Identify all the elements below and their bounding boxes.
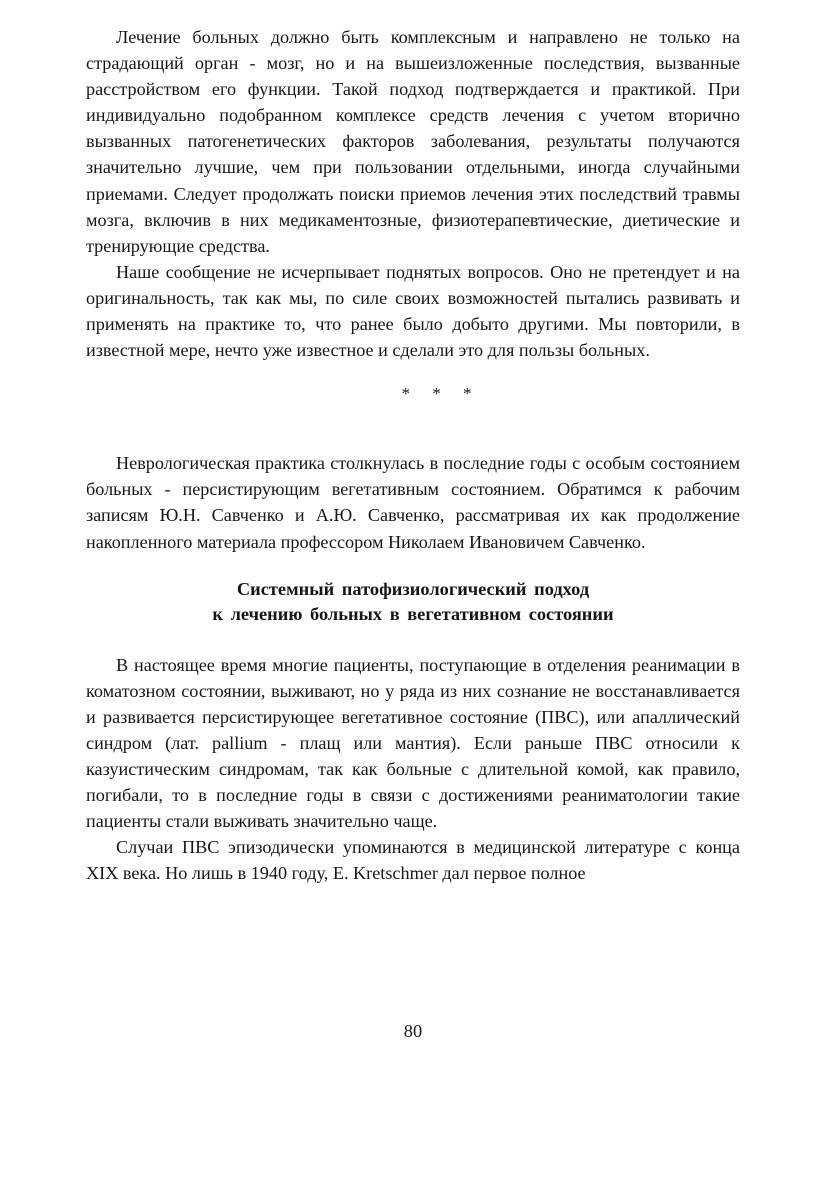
intro-block	[86, 450, 740, 554]
section-heading	[86, 577, 740, 628]
paragraph-our-report: Наше сообщение не исчерпывает поднятых вопросов. Оно не претендует и на оригинальность, так как мы, по силе своих возможностей пытались развивать и применять на практике то, что ранее было добыто другими. Мы повторили, в известной мере, нечто уже известное и сделали это для пользы больных.	[86, 261, 740, 361]
paragraph-neurological-practice: Неврологическая практика столкнулась в последние годы с особым состоянием больных - персистирующим вегетативным состоянием. Обратимся к рабочим записям Ю.Н. Савченко и А.Ю. Савченко, рассматривая их как продолжение накопленного материала профессором Николаем Ивановичем Савченко.	[86, 453, 740, 552]
paragraph-current-time: В настоящее время многие пациенты, поступающие в отделения реанимации в коматозном состоянии, выживают, но у ряда из них сознание не восстанавливается и развивается персистирующее вегетативное состояние (ПВС), или апаллический синдром (лат. pallium - плащ или мантия). Если раньше ПВС относили к казуистическим синдромам, так как больные с длительной комой, как правило, погибали, то в последние годы в связи с достижениями реаниматологии такие пациенты стали выживать значительно чаще.	[86, 654, 740, 832]
section-separator: * * *	[401, 384, 481, 404]
paragraph-pvs-cases: Случаи ПВС эпизодически упоминаются в медицинской литературе с конца XIX века. Но лишь в 1940 году, E. Kretschmer дал первое полное	[86, 837, 740, 884]
book-page	[86, 24, 740, 886]
page-number: 80	[403, 1021, 423, 1041]
section-body	[86, 652, 740, 887]
section-heading-line-2: к лечению больных в вегетативном состоянии	[212, 604, 614, 625]
paragraph-treatment-complex: Лечение больных должно быть комплексным и направлено не только на страдающий орган - мозг, но и на вышеизложенные последствия, вызванные расстройством его функции. Такой подход подтверждается и практикой. При индивидуально подобранном комплексе средств лечения с учетом вторично вызванных патогенетических факторов заболевания, результаты получаются значительно лучшие, чем при пользовании отдельными, иногда случайными приемами. Следует продолжать поиски приемов лечения этих последствий травмы мозга, включив в них медикаментозные, физиотерапевтические, диетические и тренирующие средства.	[86, 27, 740, 256]
section-heading-line-1: Системный патофизиологический подход	[236, 578, 590, 599]
